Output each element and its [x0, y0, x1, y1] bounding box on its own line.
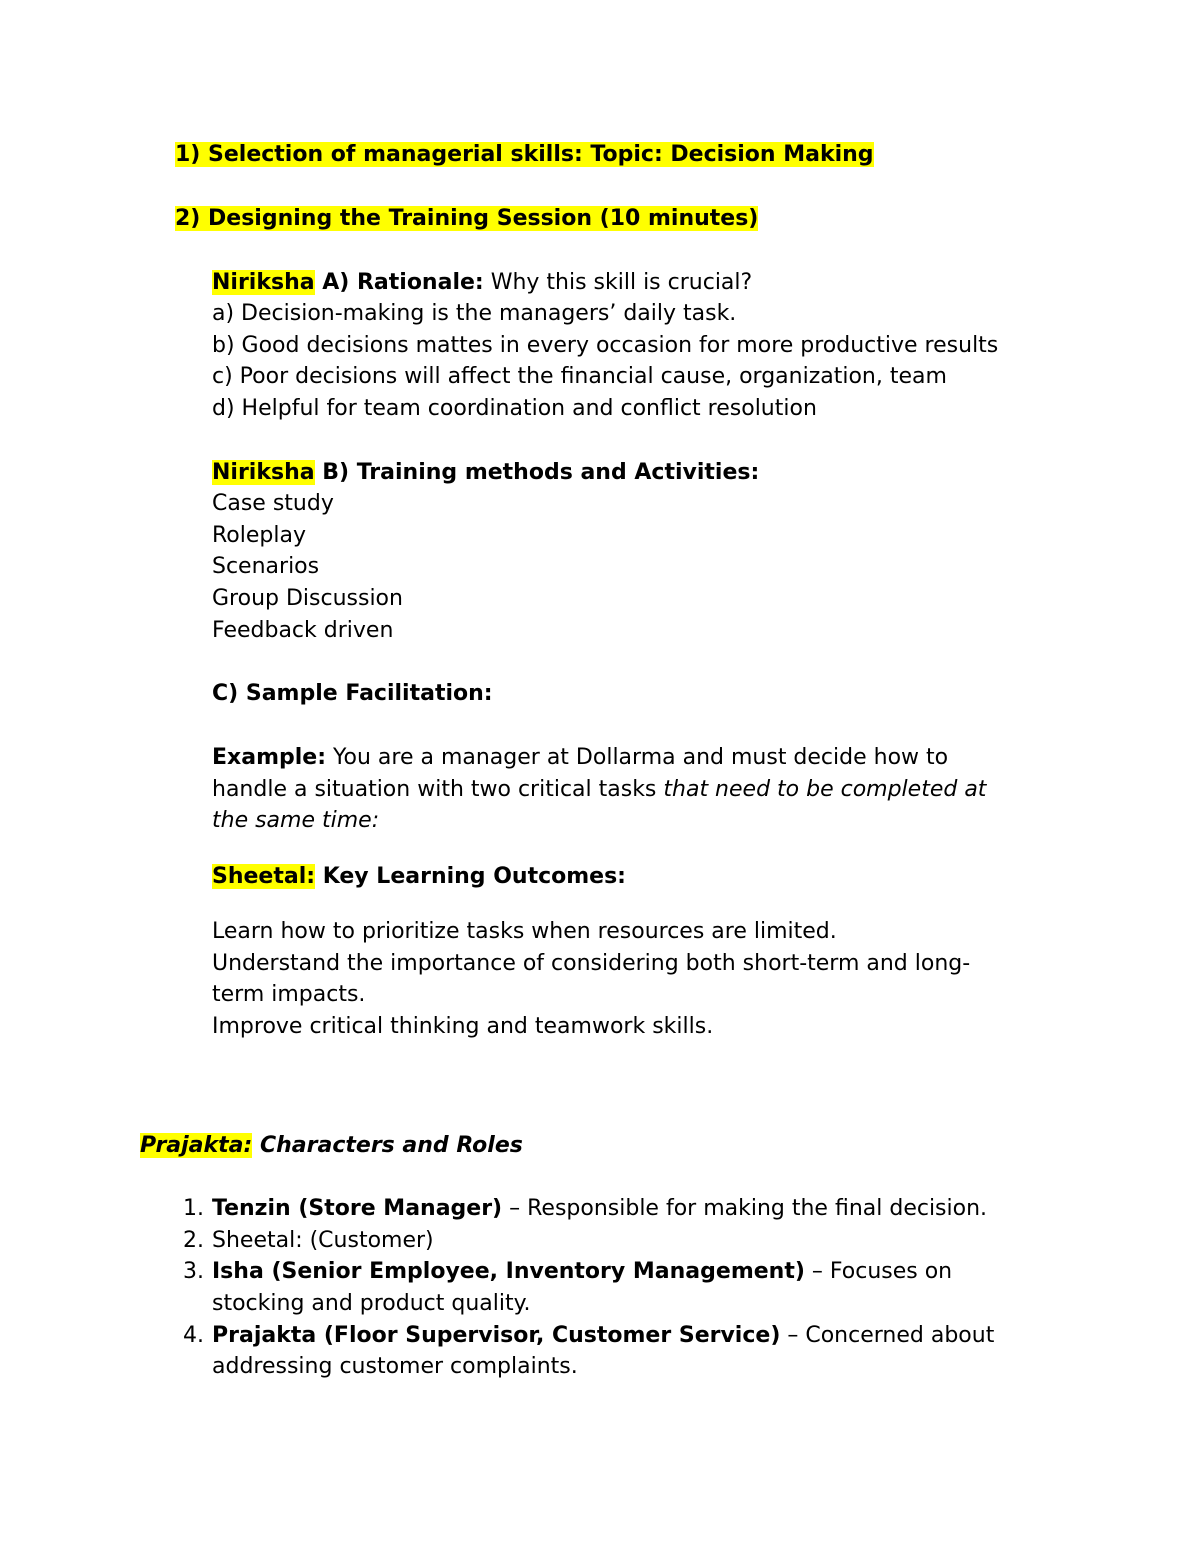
outcome-line: term impacts.	[212, 982, 366, 1007]
list-item-number: 4.	[183, 1323, 204, 1348]
training-method-item: Case study	[212, 491, 334, 516]
outcomes-heading	[212, 862, 626, 892]
outcomes-label: Key Learning Outcomes:	[315, 864, 626, 889]
example-line-2	[212, 775, 986, 805]
roles-label: Characters and Roles	[252, 1133, 523, 1158]
heading-designing-text: 2) Designing the Training Session (10 minutes)	[175, 206, 759, 231]
outcomes-owner: Sheetal:	[212, 864, 316, 889]
outcome-line: Understand the importance of considering both short-term and long-	[212, 951, 971, 976]
list-item	[0, 1194, 1200, 1224]
role-name: Isha (Senior Employee, Inventory Management)	[212, 1259, 805, 1284]
training-label: B) Training methods and Activities:	[314, 460, 760, 485]
rationale-item: a) Decision-making is the managers’ daily task.	[212, 301, 737, 326]
list-item	[0, 1257, 1200, 1287]
training-method-item: Scenarios	[212, 554, 320, 579]
role-name: Tenzin (Store Manager)	[212, 1196, 503, 1221]
rationale-heading	[212, 268, 752, 298]
roles-owner: Prajakta:	[140, 1133, 253, 1158]
list-item	[0, 1226, 1200, 1256]
outcome-line: Learn how to prioritize tasks when resources are limited.	[212, 919, 837, 944]
role-name: Prajakta (Floor Supervisor, Customer Service)	[212, 1323, 781, 1348]
rationale-label: A) Rationale:	[314, 270, 484, 295]
heading-selection	[175, 140, 874, 170]
role-description-continued: stocking and product quality.	[212, 1291, 531, 1316]
example-text-italic: that need to be completed at	[663, 777, 987, 802]
rationale-item: b) Good decisions mattes in every occasion for more productive results	[212, 333, 999, 358]
list-item-number: 1.	[183, 1196, 204, 1221]
roles-heading	[140, 1131, 523, 1161]
role-description: Sheetal: (Customer)	[212, 1228, 434, 1253]
list-item-number: 3.	[183, 1259, 204, 1284]
rationale-item: c) Poor decisions will affect the financial cause, organization, team	[212, 364, 947, 389]
training-method-item: Group Discussion	[212, 586, 403, 611]
role-description: – Responsible for making the final decision.	[502, 1196, 988, 1221]
role-description: – Concerned about	[780, 1323, 995, 1348]
rationale-owner: Niriksha	[212, 270, 315, 295]
role-description-continued: addressing customer complaints.	[212, 1354, 578, 1379]
example-text: You are a manager at Dollarma and must decide how to	[326, 745, 949, 770]
training-method-item: Feedback driven	[212, 618, 394, 643]
rationale-item: d) Helpful for team coordination and conflict resolution	[212, 396, 817, 421]
heading-selection-text: 1) Selection of managerial skills: Topic: Decision Making	[175, 142, 874, 167]
outcome-line: Improve critical thinking and teamwork skills.	[212, 1014, 714, 1039]
example-line-3: the same time:	[212, 808, 380, 833]
role-description: – Focuses on	[804, 1259, 953, 1284]
training-method-item: Roleplay	[212, 523, 306, 548]
list-item	[0, 1321, 1200, 1351]
training-heading	[212, 458, 759, 488]
example-text: handle a situation with two critical tasks	[212, 777, 664, 802]
example-label: Example:	[212, 745, 326, 770]
example-line-1	[212, 743, 948, 773]
facilitation-heading: C) Sample Facilitation:	[212, 681, 493, 706]
list-item-number: 2.	[183, 1228, 204, 1253]
heading-designing	[175, 204, 758, 234]
rationale-question: Why this skill is crucial?	[483, 270, 753, 295]
training-owner: Niriksha	[212, 460, 315, 485]
